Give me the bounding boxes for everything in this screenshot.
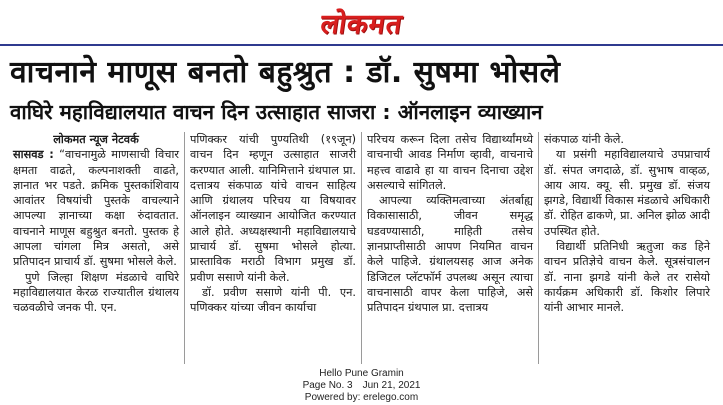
page-footer	[0, 368, 723, 405]
byline: लोकमत न्यूज नेटवर्क	[53, 133, 139, 146]
article-column-1	[8, 132, 185, 364]
paragraph: विद्यार्थी प्रतिनिधी ऋतुजा कड हिने वाचन प्रतिज्ञेचे वाचन केले. सूत्रसंचालन डॉ. नाना झगडे यांनी केले तर रासेयो कार्यक्रम अधिकारी डॉ. किशोर लिपारे यांनी आभार मानले.	[544, 240, 710, 315]
masthead-rule	[0, 44, 723, 46]
paragraph: आपल्या व्यक्तिमत्वाच्या अंतर्बाह्य विकासासाठी, जीवन समृद्ध घडवण्यासाठी, माहिती तसेच ज्ञानप्राप्तीसाठी आपण नियमित वाचन केले पाहिजे. ग्रंथालयसह आज अनेक डिजिटल प्लॅटफॉर्म उपलब्ध असून त्याचा वाचनासाठी वापर केला पाहिजे, असे प्रतिपादन ग्रंथपाल प्रा. दत्तात्रय	[367, 194, 533, 315]
page-number: Page No. 3	[302, 380, 353, 391]
page-info	[0, 380, 723, 392]
powered-by: Powered by: erelego.com	[304, 392, 419, 403]
article-column-3	[362, 132, 539, 364]
article-column-4	[539, 132, 715, 364]
article-headline: वाचनाने माणूस बनतो बहुश्रुत : डॉ. सुषमा भोसले	[10, 55, 561, 90]
paragraph: डॉ. प्रवीण ससाणे यांनी पी. एन. पणिक्कर यांच्या जीवन कार्याचा	[190, 285, 356, 315]
paragraph: पणिक्कर यांची पुण्यतिथी (१९जून) वाचन दिन म्हणून उत्साहात साजरी करण्यात आली. यानिमित्ताने ग्रंथपाल प्रा. दत्तात्रय संकपाळ यांचे वाचन साहित्य आणि ग्रंथालय परिचय या विषयावर ऑनलाइन व्याख्यान आयोजित करण्यात आले होते. अध्यक्षस्थानी महाविद्यालयाचे प्राचार्य डॉ. सुषमा भोसले होत्या. प्रास्ताविक मराठी विभाग प्रमुख डॉ. प्रवीण ससाणे यांनी केले.	[190, 133, 356, 284]
newspaper-logo: लोकमत	[318, 9, 405, 40]
publication-name: Hello Pune Gramin	[319, 368, 404, 379]
article-subheadline: वाघिरे महाविद्यालयात वाचन दिन उत्साहात साजरा : ऑनलाइन व्याख्यान	[10, 100, 543, 124]
paragraph: परिचय करून दिला तसेच विद्यार्थ्यांमध्ये वाचनाची आवड निर्माण व्हावी, वाचनाचे महत्त्व वाढावे हा या वाचन दिनाचा उद्देश असल्याचे सांगितले.	[367, 133, 533, 192]
paragraph: या प्रसंगी महाविद्यालयाचे उपप्राचार्य डॉ. संपत जगदाळे, डॉ. सुभाष वाव्हळ, आय आय. क्यू. सी. प्रमुख डॉ. संजय झगडे, विद्यार्थी विकास मंडळाचे अधिकारी डॉ. रोहित ढाकणे, प्रा. अनिल झोळ आदी उपस्थित होते.	[544, 148, 710, 238]
publication-date: Jun 21, 2021	[362, 380, 421, 391]
paragraph: “वाचनामुळे माणसाची विचार क्षमता वाढते, कल्पनाशक्ती वाढते, ज्ञानात भर पडते. क्रमिक पुस्तकांशिवाय आवांतर विषयांची पुस्तके वाचल्याने आपल्या ज्ञानाच्या कक्षा रुंदावतात. वाचनाने माणूस बहुश्रुत बनतो. पुस्तक हे आपला चांगला मित्र असतो, असे प्रतिपादन प्राचार्य डॉ. सुषमा भोसले केले.	[13, 148, 179, 269]
article-column-2	[185, 132, 362, 364]
article-body	[8, 132, 715, 364]
dateline-place: सासवड :	[13, 148, 54, 162]
paragraph: संकपाळ यांनी केले.	[544, 133, 625, 146]
masthead	[0, 0, 723, 44]
paragraph: पुणे जिल्हा शिक्षण मंडळाचे वाघिरे महाविद्यालयात केरळ राज्यातील ग्रंथालय चळवळीचे जनक पी. एन.	[13, 270, 179, 315]
